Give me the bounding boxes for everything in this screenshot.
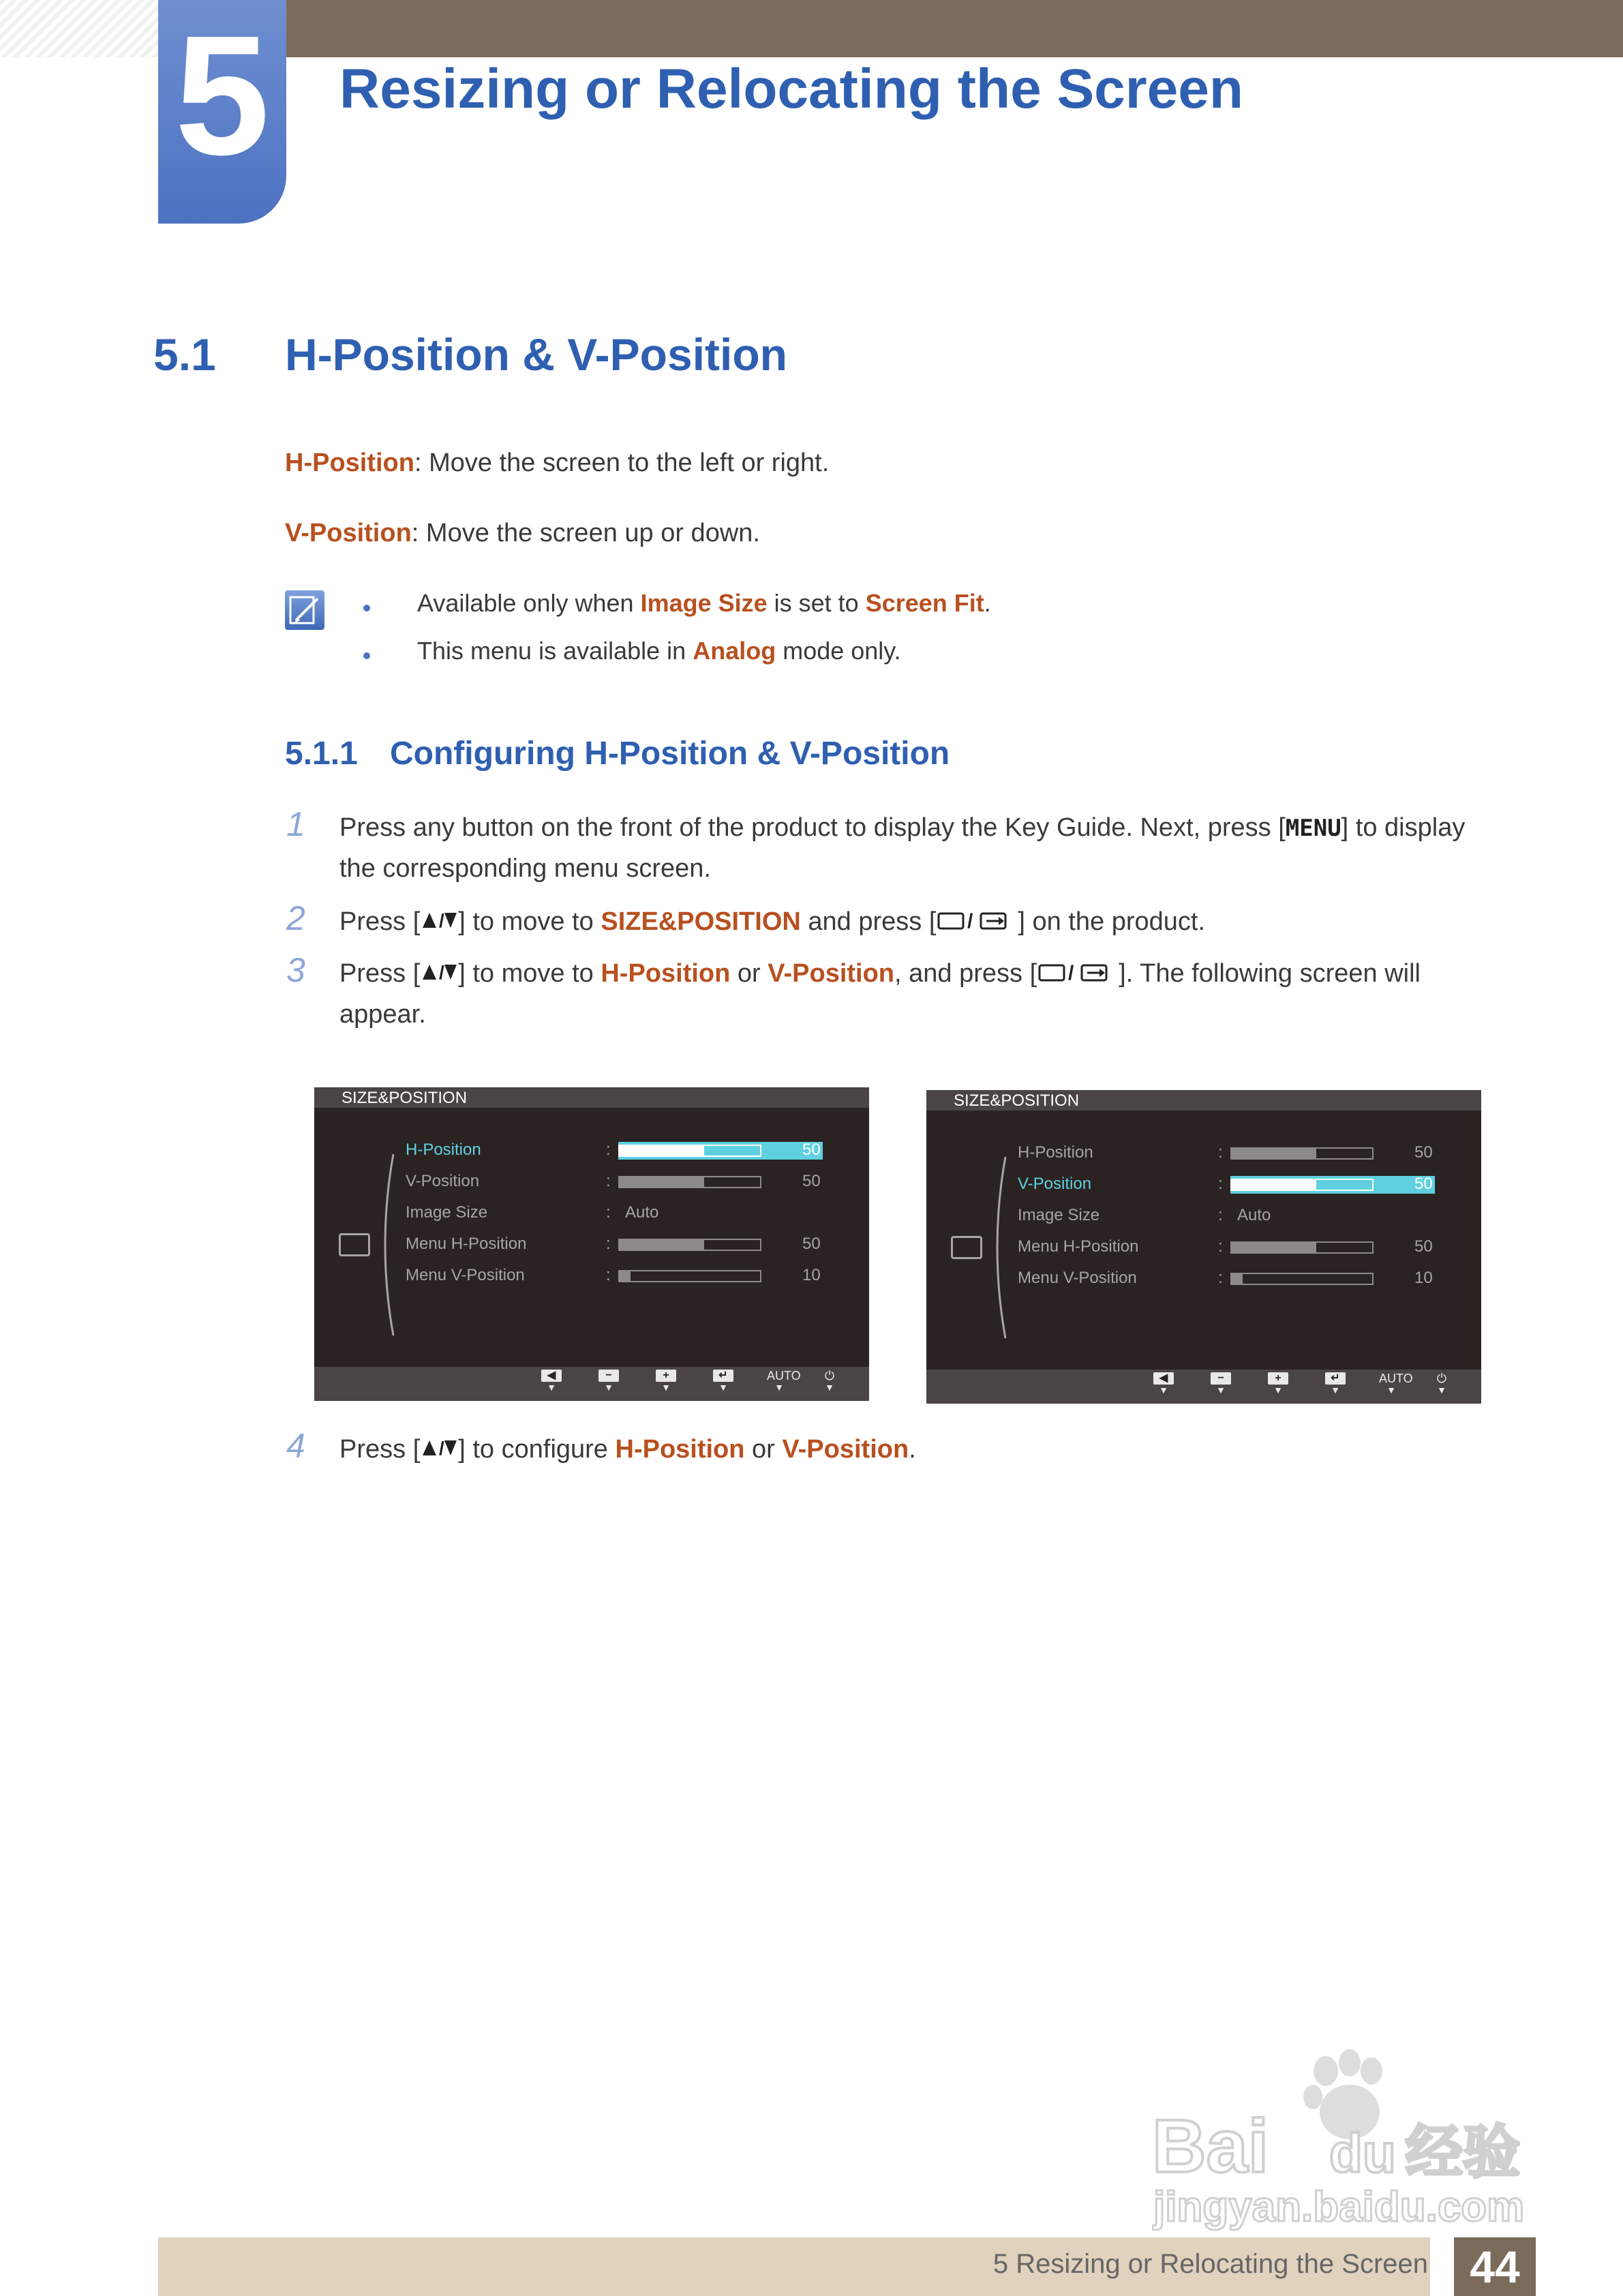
definition-v-position	[285, 519, 760, 548]
osd-level-fill	[1232, 1180, 1316, 1190]
button-indicator-icon: ▼	[1331, 1385, 1340, 1395]
minus-icon: −	[1211, 1372, 1231, 1385]
power-button[interactable]	[817, 1370, 842, 1393]
chapter-title: Resizing or Relocating the Screen	[339, 58, 1243, 120]
osd-row-label: Menu V-Position	[406, 1266, 525, 1284]
step-text: ] to move to	[458, 959, 601, 988]
osd-level-bar[interactable]	[1230, 1179, 1374, 1191]
step-3-line-2: appear.	[339, 1000, 426, 1029]
note-text-c: .	[984, 589, 991, 617]
left-arrow-icon: ◀	[541, 1370, 562, 1382]
up-down-arrow-icon	[420, 1436, 458, 1465]
note-text-b: is set to	[767, 589, 866, 617]
footer-chapter-title: 5 Resizing or Relocating the Screen	[992, 2249, 1428, 2279]
osd-level-bar[interactable]	[1230, 1241, 1374, 1254]
osd-row-colon: :	[606, 1141, 611, 1159]
definition-term: V-Position	[285, 519, 412, 547]
osd-menu-row[interactable]	[314, 1138, 869, 1165]
osd-level-fill	[620, 1271, 631, 1281]
osd-menu-row[interactable]	[926, 1235, 1481, 1262]
osd-menu-row[interactable]	[926, 1266, 1481, 1293]
osd-level-fill	[620, 1146, 704, 1155]
osd-menu-row[interactable]	[926, 1203, 1481, 1230]
power-button[interactable]	[1429, 1372, 1454, 1395]
source-enter-icon	[1037, 960, 1119, 990]
note-bullet	[363, 652, 370, 659]
step-2-line	[339, 907, 1205, 938]
step-text: ]. The following screen will	[1119, 959, 1421, 988]
osd-menu-row[interactable]	[314, 1169, 869, 1196]
osd-row-colon: :	[606, 1266, 611, 1284]
button-indicator-icon: ▼	[1159, 1385, 1168, 1395]
osd-level-fill	[1232, 1243, 1316, 1252]
button-indicator-icon: ▼	[825, 1382, 834, 1393]
plus-button[interactable]	[654, 1370, 678, 1393]
osd-menu-row[interactable]	[926, 1172, 1481, 1199]
osd-row-colon: :	[606, 1235, 611, 1253]
auto-button-label: AUTO	[767, 1369, 801, 1383]
header-bar	[158, 0, 1623, 57]
osd-row-label: Menu H-Position	[406, 1235, 527, 1253]
note-bullet	[363, 605, 370, 611]
note-pencil-icon	[285, 590, 324, 630]
step-text: ] to move to	[458, 907, 601, 936]
osd-row-value: 50	[1414, 1237, 1433, 1256]
note-keyword: Image Size	[640, 589, 768, 617]
osd-menu-row[interactable]	[314, 1232, 869, 1259]
osd-row-value: 10	[802, 1266, 821, 1284]
step-text: or	[744, 1435, 783, 1464]
osd-menu-row[interactable]	[314, 1200, 869, 1228]
step-number: 2	[286, 899, 305, 937]
step-number: 1	[286, 805, 305, 843]
osd-row-value: 50	[802, 1235, 821, 1253]
osd-row-label: H-Position	[1018, 1143, 1093, 1162]
osd-row-label: Image Size	[1018, 1206, 1100, 1224]
step-4-line	[339, 1435, 916, 1465]
osd-level-bar[interactable]	[618, 1176, 761, 1188]
section-number: 5.1	[153, 329, 216, 380]
definition-text: : Move the screen up or down.	[411, 519, 760, 547]
step-text: ] to display	[1341, 813, 1466, 842]
osd-row-colon: :	[1218, 1175, 1223, 1193]
step-text: Press [	[339, 959, 421, 988]
osd-row-label: V-Position	[1018, 1175, 1092, 1193]
osd-row-value: 50	[1414, 1143, 1433, 1162]
note-text-b: mode only.	[776, 637, 901, 665]
osd-screen-h-position	[314, 1087, 869, 1401]
step-keyword: H-Position	[615, 1435, 745, 1464]
osd-level-fill	[620, 1177, 704, 1187]
step-keyword: V-Position	[768, 959, 895, 988]
osd-header-title: SIZE&POSITION	[342, 1089, 468, 1107]
osd-level-bar[interactable]	[1230, 1147, 1374, 1160]
note-text-a: Available only when	[417, 589, 641, 617]
baidu-watermark-logo	[1152, 2045, 1534, 2236]
step-text: or	[730, 959, 768, 988]
left-arrow-icon: ◀	[1153, 1372, 1174, 1385]
osd-row-label: H-Position	[406, 1141, 481, 1159]
osd-row-text-value: Auto	[625, 1203, 659, 1222]
step-1-line-1	[339, 813, 1465, 843]
button-indicator-icon: ▼	[604, 1382, 613, 1393]
osd-row-colon: :	[1218, 1206, 1223, 1224]
plus-icon: +	[1268, 1372, 1288, 1385]
button-indicator-icon: ▼	[1216, 1385, 1226, 1395]
chapter-number: 5	[175, 0, 270, 190]
enter-icon: ↵	[1325, 1372, 1346, 1385]
button-indicator-icon: ▼	[774, 1382, 784, 1393]
osd-row-label: Menu H-Position	[1018, 1237, 1139, 1256]
osd-row-colon: :	[1218, 1269, 1223, 1287]
osd-level-fill	[620, 1240, 704, 1250]
svg-text:/: /	[439, 962, 445, 983]
button-indicator-icon: ▼	[547, 1382, 556, 1393]
osd-header	[314, 1087, 869, 1108]
osd-menu-row[interactable]	[314, 1263, 869, 1290]
step-text: ] to configure	[458, 1435, 616, 1464]
definition-h-position	[285, 449, 829, 478]
button-indicator-icon: ▼	[661, 1382, 671, 1393]
page-number: 44	[1470, 2241, 1520, 2292]
note-text-a: This menu is available in	[417, 637, 693, 665]
step-text: Press [	[339, 907, 421, 936]
step-number: 3	[286, 951, 305, 989]
left-arrow-button[interactable]	[539, 1370, 564, 1393]
definition-term: H-Position	[285, 449, 414, 477]
osd-row-label: Image Size	[406, 1203, 488, 1222]
osd-row-colon: :	[1218, 1237, 1223, 1256]
osd-header	[926, 1090, 1481, 1111]
button-indicator-icon: ▼	[718, 1382, 728, 1393]
step-keyword: SIZE&POSITION	[601, 907, 801, 936]
section-title: H-Position & V-Position	[285, 329, 787, 380]
svg-text:/: /	[439, 910, 445, 931]
osd-row-label: V-Position	[406, 1172, 480, 1190]
definition-text: : Move the screen to the left or right.	[414, 449, 830, 477]
subsection-number: 5.1.1	[285, 736, 358, 772]
power-icon: ⏻	[824, 1369, 835, 1383]
osd-row-value: 10	[1414, 1269, 1433, 1287]
note-item	[417, 637, 901, 665]
menu-key: MENU	[1285, 815, 1341, 842]
osd-row-value: 50	[802, 1141, 821, 1159]
minus-icon: −	[598, 1370, 619, 1382]
enter-button[interactable]	[1323, 1372, 1348, 1395]
osd-row-colon: :	[1218, 1143, 1223, 1162]
up-down-arrow-icon	[420, 908, 458, 937]
step-text: and press [	[800, 907, 937, 936]
osd-level-fill	[1232, 1274, 1243, 1284]
osd-header-title: SIZE&POSITION	[954, 1091, 1080, 1110]
osd-level-fill	[1232, 1149, 1316, 1158]
note-keyword: Analog	[693, 637, 776, 665]
enter-button[interactable]	[711, 1370, 735, 1393]
minus-button[interactable]	[1209, 1372, 1233, 1395]
auto-button[interactable]	[1379, 1372, 1413, 1395]
plus-button[interactable]	[1266, 1372, 1290, 1395]
osd-row-label: Menu V-Position	[1018, 1269, 1137, 1287]
button-indicator-icon: ▼	[1437, 1385, 1446, 1395]
source-enter-icon	[936, 908, 1018, 938]
osd-level-bar[interactable]	[618, 1270, 761, 1282]
svg-text:经验: 经验	[1406, 2119, 1521, 2186]
osd-row-colon: :	[606, 1203, 611, 1222]
svg-text:jingyan.baidu.com: jingyan.baidu.com	[1153, 2184, 1525, 2231]
svg-text:du: du	[1329, 2123, 1396, 2184]
note-item	[417, 589, 991, 618]
osd-screen-v-position	[926, 1090, 1481, 1404]
step-text: ] on the product.	[1018, 907, 1206, 936]
button-indicator-icon: ▼	[1273, 1385, 1283, 1395]
step-3-line-1	[339, 959, 1421, 990]
header-hatch	[0, 0, 158, 57]
note-keyword: Screen Fit	[865, 589, 984, 617]
svg-text:Bai: Bai	[1152, 2104, 1269, 2188]
step-keyword: H-Position	[601, 959, 731, 988]
auto-button[interactable]	[767, 1369, 801, 1393]
minus-button[interactable]	[596, 1370, 621, 1393]
step-keyword: V-Position	[782, 1435, 909, 1464]
osd-row-value: 50	[1414, 1175, 1433, 1193]
svg-text:/: /	[439, 1438, 445, 1459]
step-text: .	[909, 1435, 916, 1464]
osd-row-value: 50	[802, 1172, 821, 1190]
up-down-arrow-icon	[420, 960, 458, 989]
osd-level-bar[interactable]	[1230, 1273, 1374, 1285]
step-text: Press [	[339, 1435, 421, 1464]
svg-text:/: /	[1068, 961, 1074, 983]
svg-text:/: /	[967, 909, 973, 931]
auto-button-label: AUTO	[1379, 1372, 1413, 1385]
power-icon: ⏻	[1436, 1372, 1447, 1385]
osd-row-colon: :	[606, 1172, 611, 1190]
step-1-line-2: the corresponding menu screen.	[339, 854, 711, 883]
osd-level-bar[interactable]	[618, 1145, 761, 1157]
osd-row-text-value: Auto	[1237, 1206, 1271, 1224]
osd-level-bar[interactable]	[618, 1239, 761, 1251]
button-indicator-icon: ▼	[1386, 1385, 1396, 1395]
step-number: 4	[286, 1427, 305, 1465]
subsection-title: Configuring H-Position & V-Position	[390, 736, 950, 772]
enter-icon: ↵	[713, 1370, 733, 1382]
step-text: Press any button on the front of the product to display the Key Guide. Next, press [	[339, 813, 1286, 842]
osd-menu-row[interactable]	[926, 1141, 1481, 1168]
plus-icon: +	[656, 1370, 676, 1382]
step-text: , and press [	[894, 959, 1037, 988]
left-arrow-button[interactable]	[1151, 1372, 1176, 1395]
